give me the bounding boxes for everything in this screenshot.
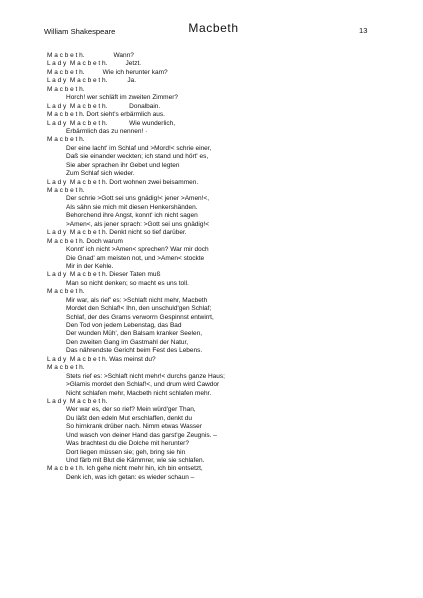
line-text: Wann? [113, 52, 134, 59]
line-text: Wie wunderlich, [129, 119, 176, 127]
line-text: Konnt' ich nicht >Amen< sprechen? War mir doch [66, 246, 209, 254]
verse-line [47, 305, 387, 313]
speech-line [47, 229, 387, 237]
play-text [47, 52, 387, 482]
speech-line [47, 356, 387, 364]
verse-line [47, 145, 387, 153]
line-text: Was brachtest du die Dolche mit herunter? [66, 440, 189, 448]
speech-line [47, 111, 387, 119]
speech-line [47, 103, 387, 111]
verse-line [47, 221, 387, 229]
speaker-name: L a d y M a c b e t h. [47, 271, 108, 279]
line-text: Donalbain. [129, 102, 161, 110]
verse-line [47, 347, 387, 355]
line-text: Mir war, als rief' es: >Schlaft nicht mehr, Macbeth [66, 296, 208, 304]
verse-line [47, 330, 387, 338]
line-text: Zum Schlaf sich wieder. [66, 170, 135, 178]
verse-line [47, 449, 387, 457]
line-text: Dort sieht's erbärmlich aus. [86, 111, 165, 119]
speech-line [47, 398, 387, 406]
speech-line [47, 364, 387, 372]
line-text: >Glamis mordet den Schlaf!<, und drum wird Cawdor [66, 381, 220, 389]
verse-line [47, 381, 387, 389]
verse-line [47, 153, 387, 161]
speaker-name: M a c b e t h. [47, 111, 85, 119]
speaker-name: M a c b e t h. [47, 85, 85, 93]
line-text: Der wunden Müh', den Balsam kranker Seelen, [66, 330, 203, 338]
verse-line [47, 128, 387, 136]
line-text: Den Tod von jedem Lebenstag, das Bad [66, 322, 182, 329]
line-text: Stets rief es: >Schlaft nicht mehr!< durchs ganze Haus; [66, 372, 225, 380]
line-text: Und wasch von deiner Hand das garst'ge Zeugnis. – [66, 431, 217, 439]
line-text: Daß sie einander weckten; ich stand und hört' es, [66, 153, 209, 161]
speech-line [47, 465, 387, 473]
line-text: Man so nicht denken; so macht es uns toll. [66, 279, 189, 287]
verse-line [47, 322, 387, 330]
running-head-author: William Shakespeare [44, 27, 116, 36]
verse-line [47, 280, 387, 288]
line-text: Den zweiten Gang im Gastmahl der Natur, [66, 338, 189, 346]
speech-line [47, 187, 387, 195]
verse-line [47, 373, 387, 381]
speaker-name: M a c b e t h. [47, 364, 85, 372]
speaker-name: L a d y M a c b e t h. [47, 77, 108, 85]
verse-line [47, 432, 387, 440]
verse-line [47, 297, 387, 305]
line-text: Wer war es, der so rief? Mein würd'ger Than, [66, 406, 196, 414]
speaker-name: M a c b e t h. [47, 288, 85, 296]
speech-line [47, 136, 387, 144]
speaker-name: M a c b e t h. [47, 465, 85, 473]
line-text: Erbärmlich das zu nennen! · [66, 127, 148, 135]
line-text: Dort wohnen zwei beisammen. [109, 178, 199, 186]
line-text: Doch warum [86, 237, 123, 245]
speaker-name: M a c b e t h. [47, 237, 85, 245]
verse-line [47, 162, 387, 170]
line-text: Schlaf, der des Grams verworrn Gespinnst entwirrt, [66, 313, 214, 321]
line-text: Und färb mit Blut die Kämmrer, wie sie schlafen. [66, 457, 205, 464]
line-text: Sie aber sprachen ihr Gebet und legten [66, 161, 180, 169]
line-text: >Amen<, als jener sprach: >Gott sei uns gnädig!< [66, 220, 210, 228]
verse-line [47, 339, 387, 347]
verse-line [47, 474, 387, 482]
verse-line [47, 314, 387, 322]
line-text: Behorchend ihre Angst, konnt' ich nicht sagen [66, 212, 198, 220]
verse-line [47, 204, 387, 212]
line-text: Ja. [127, 77, 137, 85]
speech-line [47, 288, 387, 296]
speaker-name: L a d y M a c b e t h. [47, 119, 108, 127]
line-text: Der schrie >Gott sei uns gnädig!< jener >Amen!<, [66, 195, 210, 203]
line-text: Das nährendste Gericht beim Fest des Lebens. [66, 347, 203, 355]
speaker-name: L a d y M a c b e t h. [47, 178, 108, 186]
line-text: Horch! wer schläft im zweiten Zimmer? [66, 94, 178, 102]
verse-line [47, 263, 387, 271]
speech-line [47, 52, 387, 60]
line-text: Dieser Taten muß [109, 271, 161, 279]
line-text: Nicht schlafen mehr, Macbeth nicht schlafen mehr. [66, 389, 212, 397]
line-text: Denkt nicht so tief darüber. [109, 229, 187, 237]
speaker-name: L a d y M a c b e t h. [47, 60, 108, 68]
verse-line [47, 457, 387, 465]
verse-line [47, 440, 387, 448]
speaker-name: L a d y M a c b e t h. [47, 229, 108, 237]
line-text: So hirnkrank drüber nach. Nimm etwas Wasser [66, 423, 202, 431]
speaker-name: M a c b e t h. [47, 136, 85, 144]
line-text: Dort liegen müssen sie; geh, bring sie hin [66, 448, 186, 456]
speech-line [47, 271, 387, 279]
speech-line [47, 120, 387, 128]
line-text: Als sähn sie mich mit diesen Henkershänden. [66, 203, 198, 211]
line-text: Der eine lacht' im Schlaf und >Mord!< schrie einer, [66, 144, 212, 152]
speech-line [47, 86, 387, 94]
verse-line [47, 255, 387, 263]
speaker-name: L a d y M a c b e t h. [47, 102, 108, 110]
line-text: Mir in der Kehle. [66, 262, 114, 270]
verse-line [47, 406, 387, 414]
line-text: Die Gnad' am meisten not, und >Amen< stockte [66, 254, 205, 262]
page-header [0, 0, 423, 40]
line-text: Was meinst du? [109, 355, 156, 363]
speaker-name: M a c b e t h. [47, 52, 85, 59]
verse-line [47, 212, 387, 220]
verse-line [47, 390, 387, 398]
speech-line [47, 179, 387, 187]
line-text: Wie ich herunter kam? [102, 68, 168, 76]
speaker-name: L a d y M a c b e t h. [47, 355, 108, 363]
line-text: Ich gehe nicht mehr hin, ich bin entsetzt, [86, 465, 203, 473]
verse-line [47, 94, 387, 102]
speaker-name: M a c b e t h. [47, 187, 85, 194]
verse-line [47, 170, 387, 178]
verse-line [47, 415, 387, 423]
speech-line [47, 69, 387, 77]
speech-line [47, 238, 387, 246]
running-head-title: Macbeth [188, 21, 239, 35]
verse-line [47, 195, 387, 203]
line-text: Jetzt. [125, 60, 142, 68]
speaker-name: M a c b e t h. [47, 68, 85, 76]
page-number: 13 [359, 26, 368, 35]
line-text: Du läßt den edeln Mut erschlaffen, denkt du [66, 414, 192, 422]
speech-line [47, 77, 387, 85]
speech-line [47, 60, 387, 68]
verse-line [47, 246, 387, 254]
line-text: Mordet den Schlaf!< Ihn, den unschuld'gen Schlaf; [66, 305, 212, 313]
speaker-name: L a d y M a c b e t h. [47, 397, 108, 405]
line-text: Denk ich, was ich getan: es wieder schaun – [66, 473, 195, 481]
verse-line [47, 423, 387, 431]
